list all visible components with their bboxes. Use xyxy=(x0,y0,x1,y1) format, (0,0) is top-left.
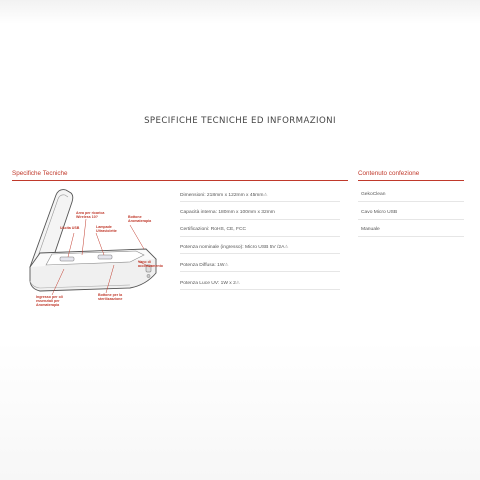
row-divider xyxy=(180,236,340,237)
spec-row xyxy=(180,210,340,215)
page-title: SPECIFICHE TECNICHE ED INFORMAZIONI xyxy=(144,116,336,126)
row-divider xyxy=(358,236,464,237)
callout-usb-output: Uscita USB xyxy=(60,226,80,230)
contents-item: Cavo Micro USB xyxy=(361,210,398,215)
row-divider xyxy=(358,201,464,202)
callout-uv-lamps: Lampade Ultraviolette xyxy=(96,225,117,234)
contents-heading: Contenuto confezione xyxy=(358,170,420,177)
spec-row xyxy=(180,244,340,250)
row-divider xyxy=(180,219,340,220)
callout-sterilization-button: Bottone per la sterilizzazione xyxy=(98,293,123,302)
spec-text: Potenza Luce UV: 1W x 2 xyxy=(180,281,236,286)
info-icon: ⚠ xyxy=(235,280,240,285)
info-icon: ⚠ xyxy=(263,192,268,197)
top-shadow xyxy=(0,0,480,24)
callout-essential-oils-input: Ingresso per oli essenziali per Aromaterapia xyxy=(36,295,63,308)
callout-power-slot: Vano di accensamento xyxy=(138,260,163,269)
row-divider xyxy=(180,253,340,254)
spec-row xyxy=(180,280,340,286)
row-divider xyxy=(180,271,340,272)
bottom-shadow xyxy=(0,340,480,480)
info-icon: ⚠ xyxy=(224,262,229,267)
callout-aromatherapy-button: Bottone Aromaterapia xyxy=(128,215,152,224)
spec-text: Certificazioni: RoHS, CE, FCC xyxy=(180,227,247,232)
spec-text: Potenza Diffusa: 1W xyxy=(180,263,225,268)
spec-row xyxy=(180,227,340,232)
spec-text: Capacità interna: 180mm x 100mm x 32mm xyxy=(180,210,275,215)
spec-text: Potenza nominale (ingresso): Micro USB 5V /2A xyxy=(180,245,285,250)
row-divider xyxy=(180,201,340,202)
product-diagram xyxy=(18,185,168,315)
specs-heading-rule xyxy=(12,180,348,181)
contents-item: GekoClean xyxy=(361,192,386,197)
specs-heading: Specifiche Tecniche xyxy=(12,170,68,177)
info-icon: ⚠ xyxy=(284,244,289,249)
spec-row xyxy=(180,192,340,198)
row-divider xyxy=(180,289,340,290)
contents-heading-rule xyxy=(358,180,464,181)
contents-item: Manuale xyxy=(361,227,380,232)
row-divider xyxy=(358,219,464,220)
spec-row xyxy=(180,262,340,268)
callout-wireless-area: Area per ricarica Wireless 10? xyxy=(76,211,105,220)
spec-text: Dimensioni: 218mm x 122mm x 45mm xyxy=(180,193,264,198)
